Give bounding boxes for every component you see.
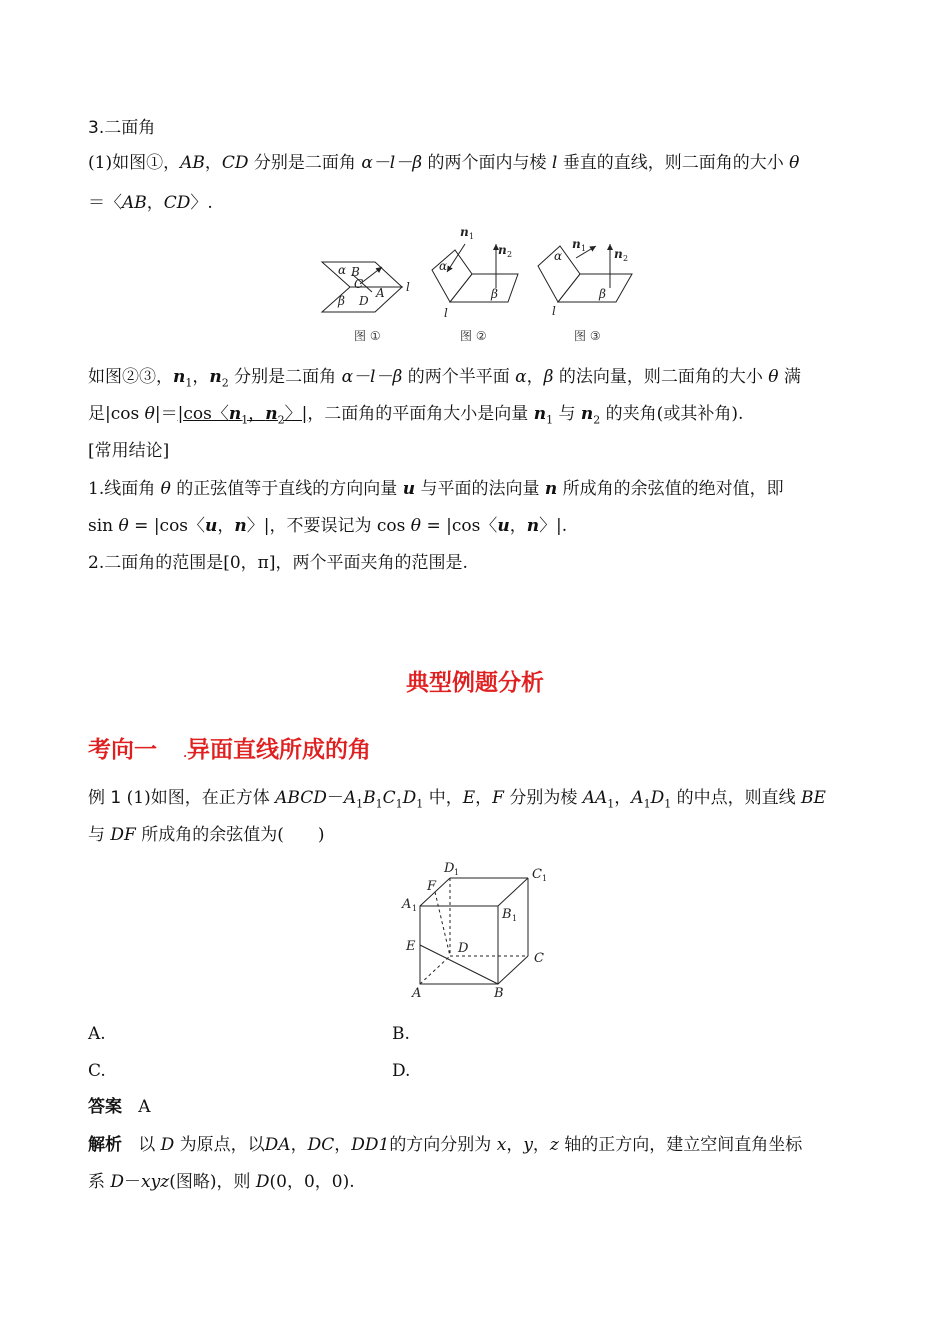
figure-2 <box>432 225 518 343</box>
svg-text:1: 1 <box>542 874 548 883</box>
fig3-l: l <box>552 304 556 318</box>
svg-text:1: 1 <box>454 868 460 877</box>
fig3-n2: n <box>614 247 623 261</box>
fig1-caption: 图 ① <box>354 329 381 343</box>
cube-label-A1: A <box>402 897 412 912</box>
figure-3 <box>538 237 632 343</box>
cube-label-E: E <box>406 939 416 954</box>
fig3-n1-sub: 1 <box>581 244 587 253</box>
section-title: 3.二面角 <box>88 118 156 138</box>
fig2-n2: n <box>498 243 507 257</box>
topic-heading: 考向一 .异面直线所成的角 <box>88 737 371 763</box>
paragraph-line: 如图②③，$n_1$，$n_2$ 分别是二面角 α－l－β 的两个半平面 α，β 的法向量，则二面角的大小 θ 满 <box>88 367 801 390</box>
answer-line: 答案 A <box>88 1097 151 1117</box>
fig3-caption: 图 ③ <box>574 329 601 343</box>
analysis-line: 解析 以 D 为原点，以DA，DC，DD1的方向分别为 x，y，z 轴的正方向，建立空间直角坐标 <box>88 1135 803 1155</box>
cube-label-A: A <box>412 986 422 1001</box>
fig2-n1: n <box>460 225 469 239</box>
cube-label-B1: B <box>502 907 512 922</box>
paragraph-line: 足|cos θ|＝|cos〈$n_1$，$n_2$〉|，二面角的平面角大小是向量 $n_1$ 与 $n_2$ 的夹角(或其补角). <box>88 404 744 427</box>
cube-figure <box>398 856 558 1002</box>
fig3-n1: n <box>572 237 581 251</box>
option-d: D. <box>392 1061 411 1081</box>
fig2-n2-sub: 2 <box>507 250 513 259</box>
svg-text:1: 1 <box>512 914 518 923</box>
option-a: A. <box>88 1024 106 1044</box>
dihedral-figures <box>310 222 650 350</box>
cube-label-C1: C <box>532 867 542 882</box>
fig2-l: l <box>444 306 448 320</box>
cube-label-D: D <box>458 941 469 956</box>
cube-label-F: F <box>427 879 437 894</box>
figure-1 <box>322 262 410 343</box>
option-b: B. <box>392 1024 410 1044</box>
conclusion-1-line: 1.线面角 θ 的正弦值等于直线的方向向量 u 与平面的法向量 n 所成角的余弦值的绝对值，即 <box>88 479 784 499</box>
conclusion-1-line: sin θ = |cos〈u，n〉|，不要误记为 cos θ = |cos〈u，n〉|. <box>88 516 568 536</box>
fig1-A: A <box>376 286 385 300</box>
fig3-alpha: α <box>554 249 563 263</box>
analysis-line: 系 D－xyz(图略)，则 D(0，0，0). <box>88 1172 355 1192</box>
fig2-n1-sub: 1 <box>469 232 475 241</box>
fig1-beta: β <box>338 294 345 308</box>
cube-label-D1: D <box>444 861 455 876</box>
cube-label-C: C <box>534 951 544 966</box>
fig2-alpha: α <box>439 259 448 273</box>
fig1-C: C <box>354 277 364 291</box>
option-c: C. <box>88 1061 106 1081</box>
cube-label-B: B <box>494 986 504 1001</box>
fig3-beta: β <box>599 287 606 301</box>
fig2-beta: β <box>491 287 498 301</box>
fig1-B: B <box>351 265 360 279</box>
example-line: 例 1 (1)如图，在正方体 $ABCD-A_1B_1C_1D_1$ 中，E，F 分别为棱 $AA_1$，$A_1D_1$ 的中点，则直线 BE <box>88 788 826 811</box>
fig1-l: l <box>406 280 410 294</box>
conclusion-2-line: 2.二面角的范围是[0，π]，两个平面夹角的范围是. <box>88 553 468 573</box>
fig1-alpha: α <box>338 263 347 277</box>
main-heading: 典型例题分析 <box>406 670 544 696</box>
paragraph-line: ＝〈AB，CD〉. <box>88 193 213 213</box>
paragraph-line: (1)如图①，AB，CD 分别是二面角 α－l－β 的两个面内与棱 l 垂直的直线，则二面角的大小 θ <box>88 153 800 173</box>
common-conclusions-label: [常用结论] <box>88 441 170 461</box>
example-line: 与 DF 所成角的余弦值为( ) <box>88 825 325 845</box>
fig1-D: D <box>359 294 369 308</box>
svg-text:1: 1 <box>412 904 418 913</box>
fig3-n2-sub: 2 <box>623 254 629 263</box>
fig2-caption: 图 ② <box>460 329 487 343</box>
